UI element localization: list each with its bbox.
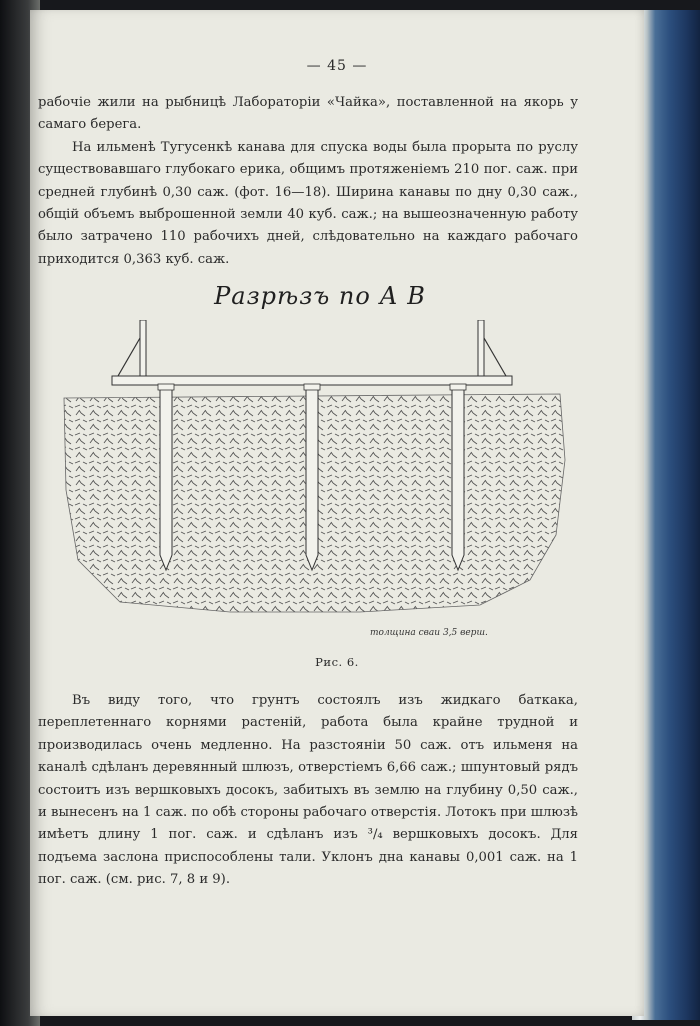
text-block-top [38,92,578,271]
brace-right [484,338,506,376]
figure-cross-section [60,280,580,640]
figure-caption: Рис. 6. [315,655,359,669]
pile-cap-right [450,384,466,390]
pile-cap-middle [304,384,320,390]
page-number: — 45 — [306,58,368,74]
text-block-bottom [38,690,578,892]
pile-cap-left [158,384,174,390]
paragraph: Въ виду того, что грунтъ состоялъ изъ жидкаго баткака, переплетеннаго корнями растеній, работа была крайне трудной и производилась очень медленно. На разстояніи 50 саж. отъ ильменя на каналѣ сдѣланъ деревянный шлюзъ, отверстіемъ 6,66 саж.; шпунтовый рядъ состоитъ изъ вершковыхъ досокъ, забитыхъ въ землю на глубину 0,50 саж., и вынесенъ на 1 саж. по обѣ стороны рабочаго отверстія. Лотокъ при шлюзѣ имѣетъ длину 1 пог. саж. и сдѣланъ изъ ³/₄ вершковыхъ досокъ. Для подъема заслона приспособлены тали. Уклонъ дна канавы 0,001 саж. на 1 пог. саж. (см. рис. 7, 8 и 9). [38,693,578,888]
pile-left [160,385,172,570]
cross-section-drawing [60,320,580,630]
pile-right [452,385,464,570]
book-page [30,10,644,1016]
pile-middle [306,385,318,570]
brace-left [118,338,140,376]
paragraph: На ильменѣ Тугусенкѣ канава для спуска воды была прорыта по руслу существовавшаго глубокаго ерика, общимъ протяженіемъ 210 пог. саж. при средней глубинѣ 0,30 саж. (фот. 16—18). Ширина канавы по дну 0,30 саж., общій объемъ выброшенной земли 40 куб. саж.; на вышеозначенную работу было затрачено 110 рабочихъ дней, слѣдовательно на каждаго рабочаго приходится 0,363 куб. саж. [38,139,578,267]
paragraph: рабочіе жили на рыбницѣ Лабораторіи «Чайка», поставленной на якорь у самаго берега. [38,95,578,133]
figure-annotation: толщина сваи 3,5 верш. [370,628,488,638]
figure-title: Разрѣзъ по А В [214,282,426,310]
upright-post-right [478,320,484,376]
upright-post-left [140,320,146,376]
